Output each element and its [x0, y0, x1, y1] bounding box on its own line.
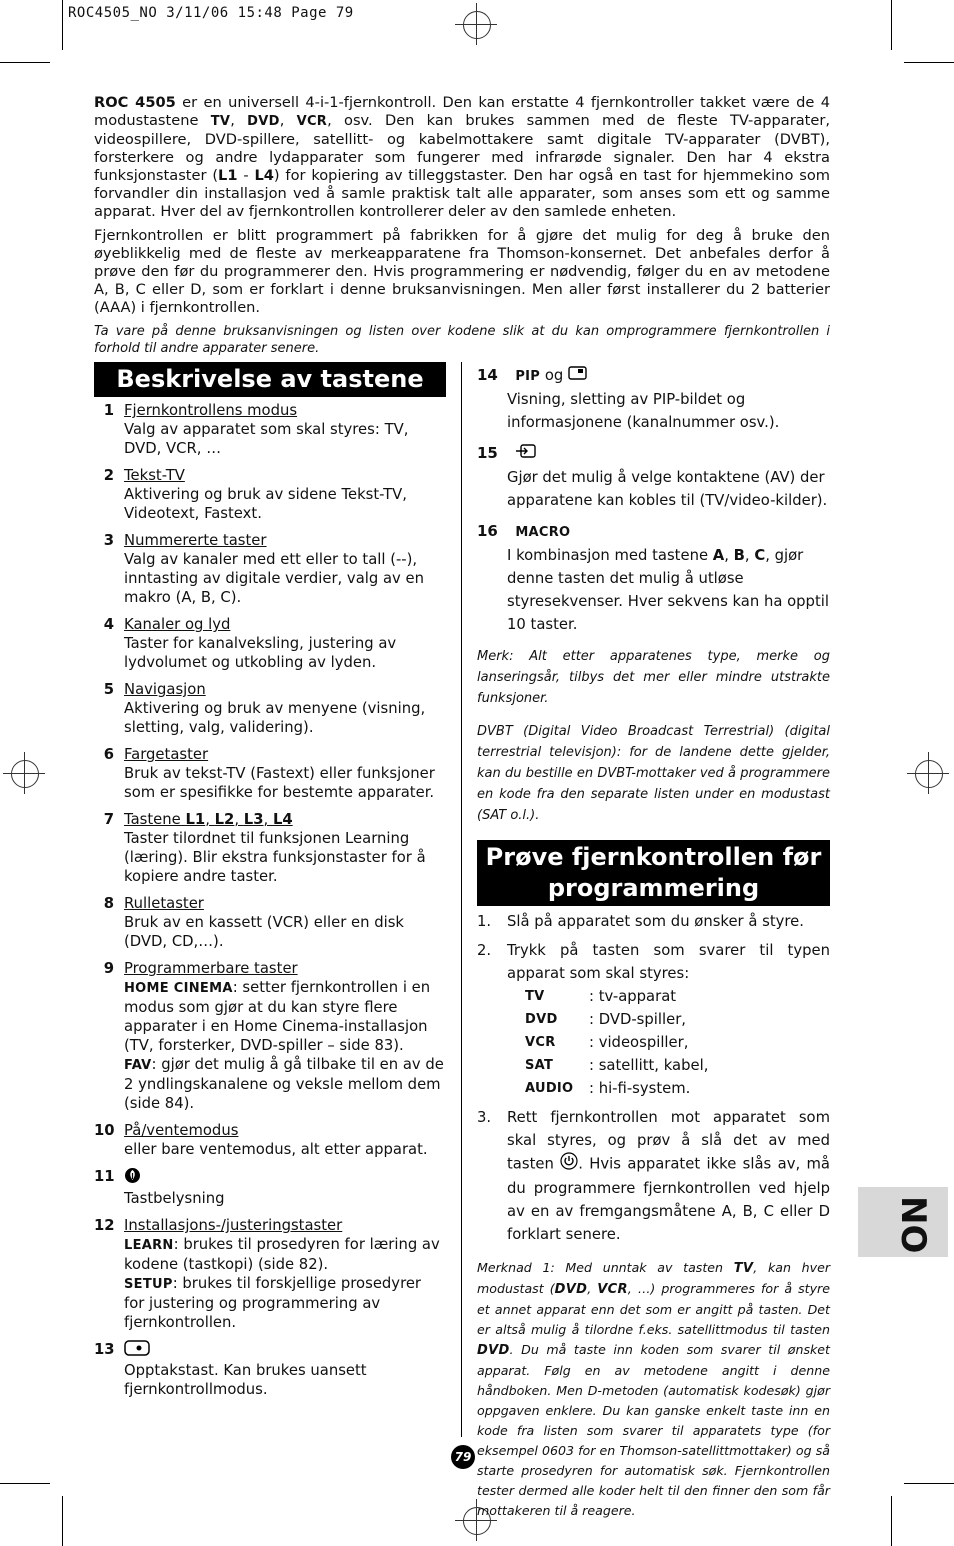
model-name: ROC 4505: [94, 94, 176, 111]
text: ,: [263, 811, 273, 828]
text: : setter fjernkontrollen i en modus som gjør at du kan styre flere apparater i en Home Cinema-installasjon (TV, forsterker, DVD-spiller – side 83).: [124, 979, 431, 1054]
mode-key: AUDIO: [525, 1080, 574, 1096]
backlight-icon: [124, 1167, 446, 1189]
intro-text: [94, 94, 830, 363]
item-number: 7: [103, 811, 114, 828]
language-tab: [858, 1187, 948, 1257]
item-number: 14: [477, 366, 498, 384]
text: , gjør denne tasten det mulig å utløse styresekvenser. Hver sekvens kan ha opptil 10 taster.: [507, 546, 829, 633]
item-description: Bruk av en kassett (VCR) eller en disk (DVD, CD,…).: [124, 914, 404, 950]
registration-mark: [11, 760, 39, 788]
item-number: 2: [103, 467, 114, 484]
item-description: [124, 1235, 446, 1332]
text: , …) programmeres for å styre et annet apparat enn det som er angitt på tasten. Det er altså mulig å tilordne f.eks. satellittmodus til tasten: [477, 1280, 830, 1337]
key-item: [94, 531, 446, 607]
step-text: Trykk på tasten som svarer til typen apparat som skal styres:: [507, 941, 830, 982]
step-text: Rett fjernkontrollen mot apparatet som skal styres, og prøv å slå det av med tasten: [507, 1108, 830, 1172]
step-text: Slå på apparatet som du ønsker å styre.: [507, 912, 804, 930]
mode-key: DVD: [525, 1011, 558, 1027]
key-item: [94, 680, 446, 737]
item-title: Fargetaster: [124, 746, 209, 763]
text: Merknad 1: Med unntak av tasten: [477, 1259, 734, 1275]
key-label: TV: [733, 1260, 754, 1276]
print-header: ROC4505_NO 3/11/06 15:48 Page 79: [68, 5, 354, 21]
key-label: FAV: [124, 1058, 152, 1073]
text: : brukes til prosedyren for læring av kodene (tastkopi) (side 82).: [124, 1236, 440, 1273]
item-number: 15: [477, 444, 498, 462]
item-number: 1: [103, 402, 114, 419]
section-heading-test: Prøve fjernkontrollen før programmering: [477, 840, 830, 906]
crop-mark: [62, 0, 63, 50]
text: ) for kopiering av tilleggstaster. Den har også en tast for hjemmekino som forvandler din installasjon ved å samle praktisk talt alle apparater, som anses som ett og samme apparat. Hver del av fjernkontrollen kontrollerer deler av den samlede enheten.: [94, 167, 830, 220]
key-label: VCR: [296, 114, 328, 129]
item-description: Valg av kanaler med ett eller to tall (--), inntasting av digitale verdier, valg av en makro (A, B, C).: [124, 551, 424, 606]
key-item: [477, 520, 830, 636]
key-item: [94, 1121, 446, 1159]
item-description: eller bare ventemodus, alt etter apparat.: [124, 1141, 428, 1158]
crop-mark: [0, 62, 50, 63]
crop-mark: [891, 0, 892, 50]
key-label: MACRO: [515, 524, 571, 540]
item-description: Tastbelysning: [124, 1190, 225, 1207]
text: og: [540, 367, 568, 384]
mode-value: : videospiller,: [589, 1033, 689, 1051]
key-item: [94, 959, 446, 1113]
key-label: DVD: [477, 1342, 510, 1358]
item-title: Kanaler og lyd: [124, 616, 231, 633]
step-number: 2.: [477, 941, 492, 959]
key-item: [94, 810, 446, 886]
mode-key: SAT: [525, 1057, 554, 1073]
registration-line: [928, 752, 929, 794]
key-label: L4: [272, 811, 293, 828]
mode-row: [525, 985, 830, 1008]
record-icon: [124, 1340, 446, 1361]
item-number: 8: [103, 895, 114, 912]
text: ,: [234, 811, 244, 828]
text: : brukes til forskjellige prosedyrer for justering og programmering av fjernkontrollen.: [124, 1275, 422, 1331]
text: Tastene: [124, 811, 186, 828]
page-number: 79: [451, 1445, 475, 1469]
step: [477, 1106, 830, 1246]
item-description: Gjør det mulig å velge kontaktene (AV) der apparatene kan kobles til (TV/video-kilder).: [507, 468, 828, 509]
power-icon: [560, 1152, 578, 1177]
key-item: [94, 615, 446, 672]
key-label: PIP: [515, 369, 541, 384]
mode-value: : tv-apparat: [589, 987, 677, 1005]
mode-list: [525, 985, 830, 1100]
key-label: L4: [254, 167, 274, 184]
item-description: Visning, sletting av PIP-bildet og informasjonene (kanalnummer osv.).: [507, 391, 780, 431]
step: [477, 910, 830, 933]
item-number: 5: [103, 681, 114, 698]
item-number: 10: [94, 1122, 115, 1139]
key-label: B: [733, 546, 745, 564]
item-description: Bruk av tekst-TV (Fastext) eller funksjoner som er spesifikke for bestemte apparater.: [124, 765, 435, 801]
crop-mark: [904, 62, 954, 63]
key-item: [477, 364, 830, 434]
item-number: 12: [94, 1217, 115, 1234]
text: -: [237, 167, 255, 184]
item-title: Fjernkontrollens modus: [124, 402, 298, 419]
crop-mark: [0, 1483, 50, 1484]
key-label: VCR: [597, 1281, 628, 1297]
note-mode-keys: [477, 1258, 830, 1521]
item-number: 3: [103, 532, 114, 549]
text: , osv. Den kan brukes sammen med de fleste TV-apparater, videospillere, DVD-spillere, satellitt- og kabelmottakere samt digitale TV-apparater (DVBT), forsterkere og andre lydapparater som fungerer med infrarøde signaler. Den har 4 ekstra funksjonstaster (: [94, 112, 831, 184]
registration-line: [476, 3, 477, 45]
language-code: NO: [893, 1196, 933, 1254]
item-title: [124, 810, 446, 829]
text: , kan hver modustast (: [477, 1259, 830, 1296]
item-description: [124, 978, 446, 1113]
text: . Du må taste inn koden som svarer til ønsket apparat. Følg en av metodene angitt i denne håndboken. Men D-metoden (automatisk kodesøk) gjør oppgaven enklere. Du kan ganske enkelt taste inn en kode fra listen som svarer til apparatets type (for eksempel 0603 for en Thomson-satellittmottaker) og så starte prosedyren for automatisk søk. Fjernkontrollen tester dermed alle koder helt til den finner den som får mottakeren til å reagere.: [477, 1341, 830, 1518]
item-number: 6: [103, 746, 114, 763]
test-steps: [477, 910, 830, 1246]
step-number: 1.: [477, 912, 492, 930]
key-item: [94, 1167, 446, 1208]
key-label: L3: [243, 811, 264, 828]
item-number: 16: [477, 521, 498, 540]
step-number: 3.: [477, 1108, 492, 1126]
item-title: På/ventemodus: [124, 1122, 239, 1139]
text: I kombinasjon med tastene: [507, 546, 713, 564]
key-item: [94, 1216, 446, 1332]
mode-key: TV: [525, 988, 545, 1004]
key-item: [94, 1340, 446, 1399]
item-title: Navigasjon: [124, 681, 206, 698]
right-column: [477, 362, 830, 1521]
crop-mark: [904, 1483, 954, 1484]
registration-line: [24, 752, 25, 794]
item-description: Taster tilordnet til funksjonen Learning (læring). Blir ekstra funksjonstaster for å kopiere andre taster.: [124, 830, 426, 885]
text: ,: [205, 811, 215, 828]
key-item: [477, 442, 830, 512]
text: : gjør det mulig å gå tilbake til en av de 2 yndlingskanalene og veksle mellom dem (side 84).: [124, 1056, 444, 1112]
key-label: DVD: [247, 114, 280, 129]
key-label: HOME CINEMA: [124, 981, 233, 996]
crop-mark: [891, 1496, 892, 1546]
item-title: Rulletaster: [124, 895, 204, 912]
key-label: L1: [185, 811, 206, 828]
key-label: A: [712, 546, 725, 564]
crop-mark: [62, 1496, 63, 1546]
item-description: I kombinasjon med tastene A, B, C, gjør denne tasten det mulig å utløse styresekvenser. Hver sekvens kan ha opptil 10 taster.: [507, 546, 829, 633]
key-label: L1: [218, 167, 238, 184]
item-number: 11: [94, 1168, 115, 1185]
item-description: Aktivering og bruk av sidene Tekst-TV, Videotext, Fastext.: [124, 486, 407, 522]
step-text: . Hvis apparatet ikke slås av, må du programmere fjernkontrollen ved hjelp av en av fremgangsmåtene A, B, C eller D forklart senere.: [507, 1155, 830, 1243]
mode-value: : hi-fi-system.: [589, 1079, 691, 1097]
key-label: L2: [214, 811, 235, 828]
item-title: Tekst-TV: [124, 467, 185, 484]
left-column: [94, 362, 446, 1399]
registration-mark: [463, 11, 491, 39]
item-description: Valg av apparatet som skal styres: TV, DVD, VCR, …: [124, 421, 409, 457]
registration-mark: [915, 760, 943, 788]
key-item: [94, 745, 446, 802]
key-label: SETUP: [124, 1277, 173, 1292]
item-number: 4: [103, 616, 114, 633]
input-source-icon: [515, 443, 537, 466]
intro-paragraph-3: Ta vare på denne bruksanvisningen og listen over kodene slik at du kan omprogrammere fjernkontrollen i forhold til andre apparater senere.: [94, 324, 830, 356]
key-label: LEARN: [124, 1238, 174, 1253]
text: ,: [587, 1280, 598, 1296]
mode-row: [525, 1008, 830, 1031]
key-item: [94, 894, 446, 951]
item-title: Nummererte taster: [124, 532, 267, 549]
item-description: Aktivering og bruk av menyene (visning, sletting, valg, validering).: [124, 700, 426, 736]
mode-row: [525, 1031, 830, 1054]
note-dvbt: DVBT (Digital Video Broadcast Terrestrial) (digital terrestrial televisjon): for de landene dette gjelder, kan du bestille en DVBT-mottaker ved å programmere en kode fra den separate listen under en modustast (SAT o.l.).: [477, 723, 830, 823]
pip-info-icon: [568, 365, 588, 388]
note-features: Merk: Alt etter apparatenes type, merke og lanseringsår, tilbys det mer eller mindre utstrakte funksjoner.: [477, 648, 830, 706]
mode-row: [525, 1054, 830, 1077]
mode-value: : satellitt, kabel,: [589, 1056, 709, 1074]
text: er en universell 4-i-1-fjernkontroll. Den kan erstatte 4 fjernkontroller takket være de 4 modustastene: [94, 94, 830, 129]
item-number: 9: [103, 960, 114, 977]
step: [477, 939, 830, 1100]
mode-row: [525, 1077, 830, 1100]
item-description: Opptakstast. Kan brukes uansett fjernkontrollmodus.: [124, 1362, 367, 1398]
mode-value: : DVD-spiller,: [589, 1010, 687, 1028]
item-title: Programmerbare taster: [124, 960, 298, 977]
item-number: 13: [94, 1341, 115, 1358]
key-item: [94, 466, 446, 523]
column-divider: [461, 362, 462, 1437]
key-item: [94, 401, 446, 458]
section-heading-keys: Beskrivelse av tastene: [94, 362, 446, 397]
key-label: TV: [210, 114, 231, 129]
intro-paragraph-1: ROC 4505 er en universell 4-i-1-fjernkontroll. Den kan erstatte 4 fjernkontroller takket være de 4 modustastene TV, DVD, VCR, osv. Den kan brukes sammen med de fleste TV-apparater, videospillere, DVD-spillere, satellitt- og kabelmottakere samt digitale TV-apparater (DVBT), forsterkere og andre lydapparater som fungerer med infrarøde signaler. Den har 4 ekstra funksjonstaster (L1 - L4) for kopiering av tilleggstaster. Den har også en tast for hjemmekino som forvandler din installasjon ved å samle praktisk talt alle apparater, som anses som ett og samme apparat. Hver del av fjernkontrollen kontrollerer deler av den samlede enheten.: [94, 94, 831, 220]
item-description: Taster for kanalveksling, justering av lydvolumet og utkobling av lyden.: [124, 635, 397, 671]
mode-key: VCR: [525, 1034, 556, 1050]
key-label: DVD: [554, 1281, 588, 1297]
intro-paragraph-2: Fjernkontrollen er blitt programmert på fabrikken for å gjøre det mulig for deg å bruke den øyeblikkelig med de fleste av merkeapparatene fra Thomson-konsernet. Det anbefales derfor å prøve den før du programmerer den. Hvis programmering er nødvendig, følger du en av metodene A, B, C eller D, som er forklart i denne bruksanvisningen. Men aller først installerer du 2 batterier (AAA) i fjernkontrollen.: [94, 227, 830, 316]
key-label: C: [754, 546, 766, 564]
item-title: Installasjons-/justeringstaster: [124, 1217, 343, 1234]
